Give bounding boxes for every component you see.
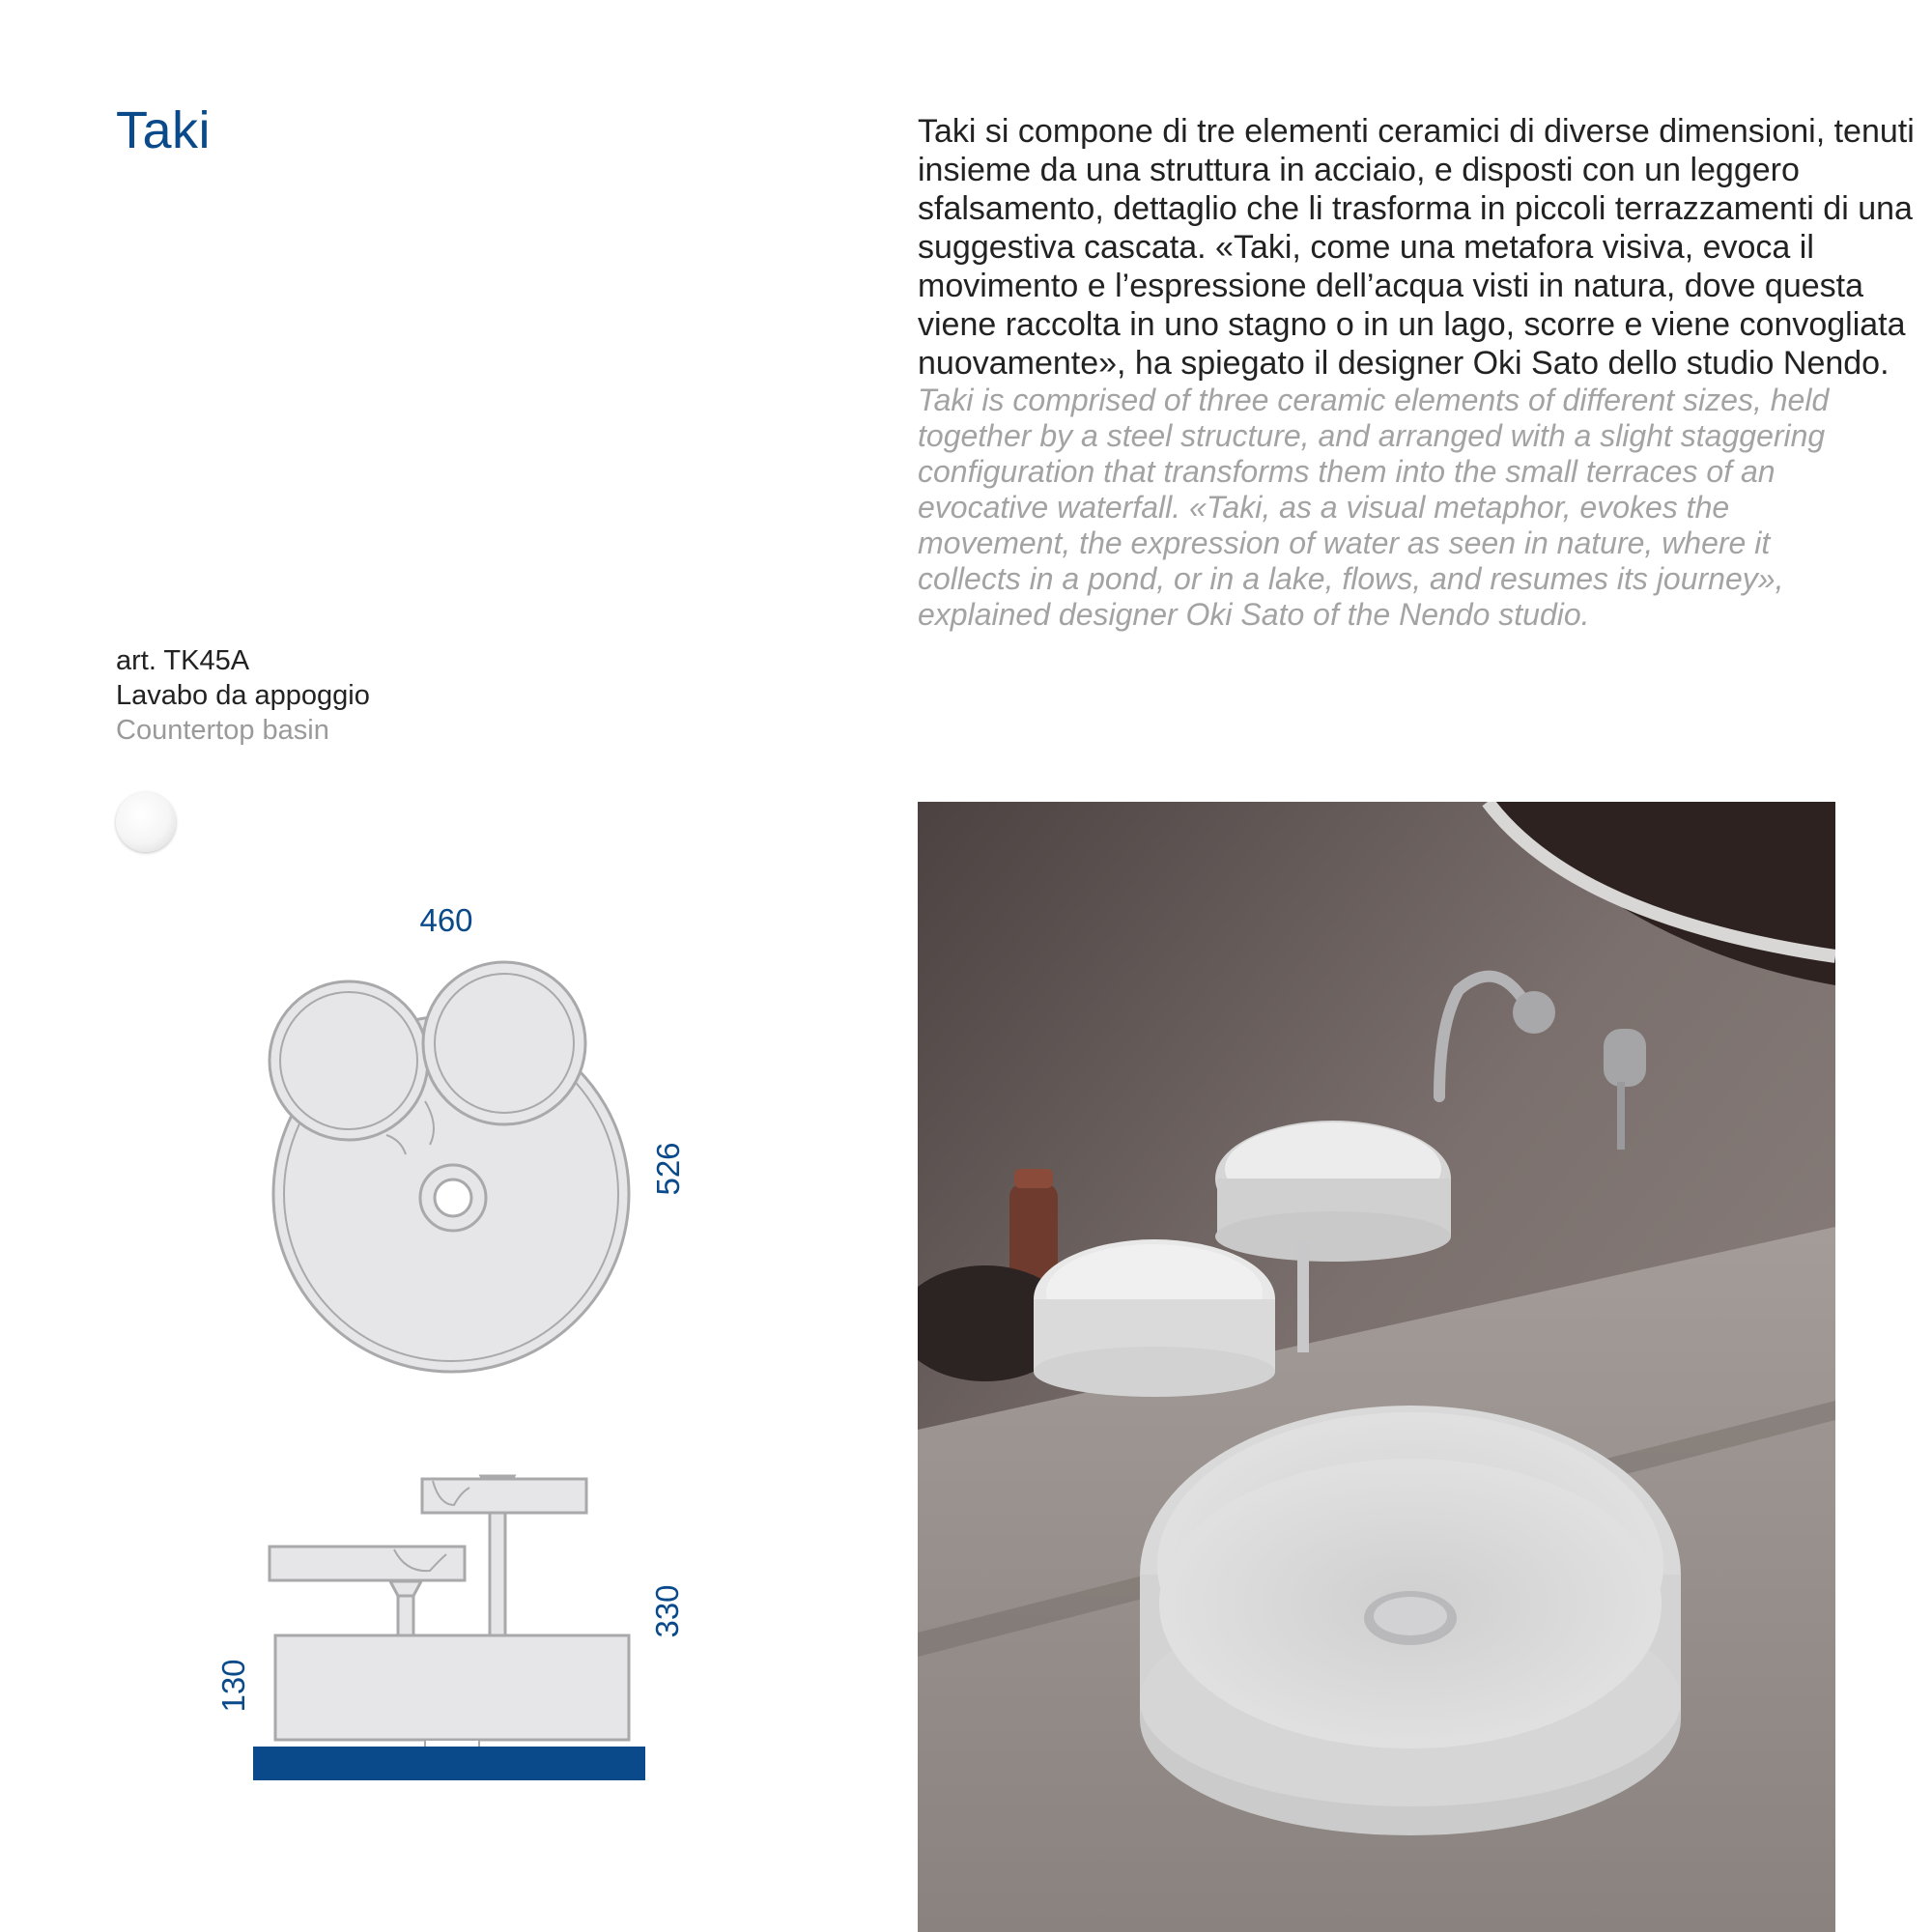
faucet-lever [1604, 1029, 1646, 1087]
lower-tray-outline [270, 981, 428, 1140]
side-view-drawing [270, 1476, 629, 1757]
drain-hole [435, 1179, 471, 1216]
upper-tray-side [422, 1479, 586, 1513]
technical-drawing [0, 0, 918, 1932]
article-code: art. TK45A [116, 645, 250, 676]
tray-support [1297, 1241, 1309, 1352]
product-name-italian: Lavabo da appoggio [116, 680, 370, 711]
page-title: Taki [116, 101, 212, 159]
product-photo [918, 802, 1835, 1932]
dimension-depth: 526 [650, 1142, 686, 1196]
top-view-drawing [270, 962, 629, 1372]
dimension-width: 460 [419, 902, 473, 938]
dimension-basin-height: 130 [215, 1659, 251, 1713]
product-name-english: Countertop basin [116, 715, 329, 746]
upper-tray-outline [423, 962, 585, 1124]
description-italian: Taki si compone di tre elementi ceramici di diverse dimensioni, tenuti insieme da una struttura in acciaio, e disposti con un leggero sfalsamento, dettaglio che li trasforma in piccoli terrazzamenti di una suggestiva cascata. «Taki, come una metafora visiva, evoca il movimento e l’espressione dell’acqua visti in natura, dove questa viene raccolta in uno stagno o in un lago, scorre e viene convogliata nuovamente», ha spiegato il designer Oki Sato dello studio Nendo. [918, 113, 1915, 382]
description-english: Taki is comprised of three ceramic elements of different sizes, held together by a steel structure, and arranged with a slight staggering configuration that transforms them into the small terraces of an evocative waterfall. «Taki, as a visual metaphor, evokes the movement, the expression of water as seen in nature, where it collects in a pond, or in a lake, flows, and resumes its journey», explained designer Oki Sato of the Nendo studio. [918, 383, 1830, 632]
faucet-base [1513, 991, 1555, 1034]
dimension-total-height: 330 [649, 1584, 685, 1638]
product-description [918, 112, 1922, 633]
basin-side [275, 1635, 629, 1740]
countertop-bar [253, 1747, 645, 1780]
